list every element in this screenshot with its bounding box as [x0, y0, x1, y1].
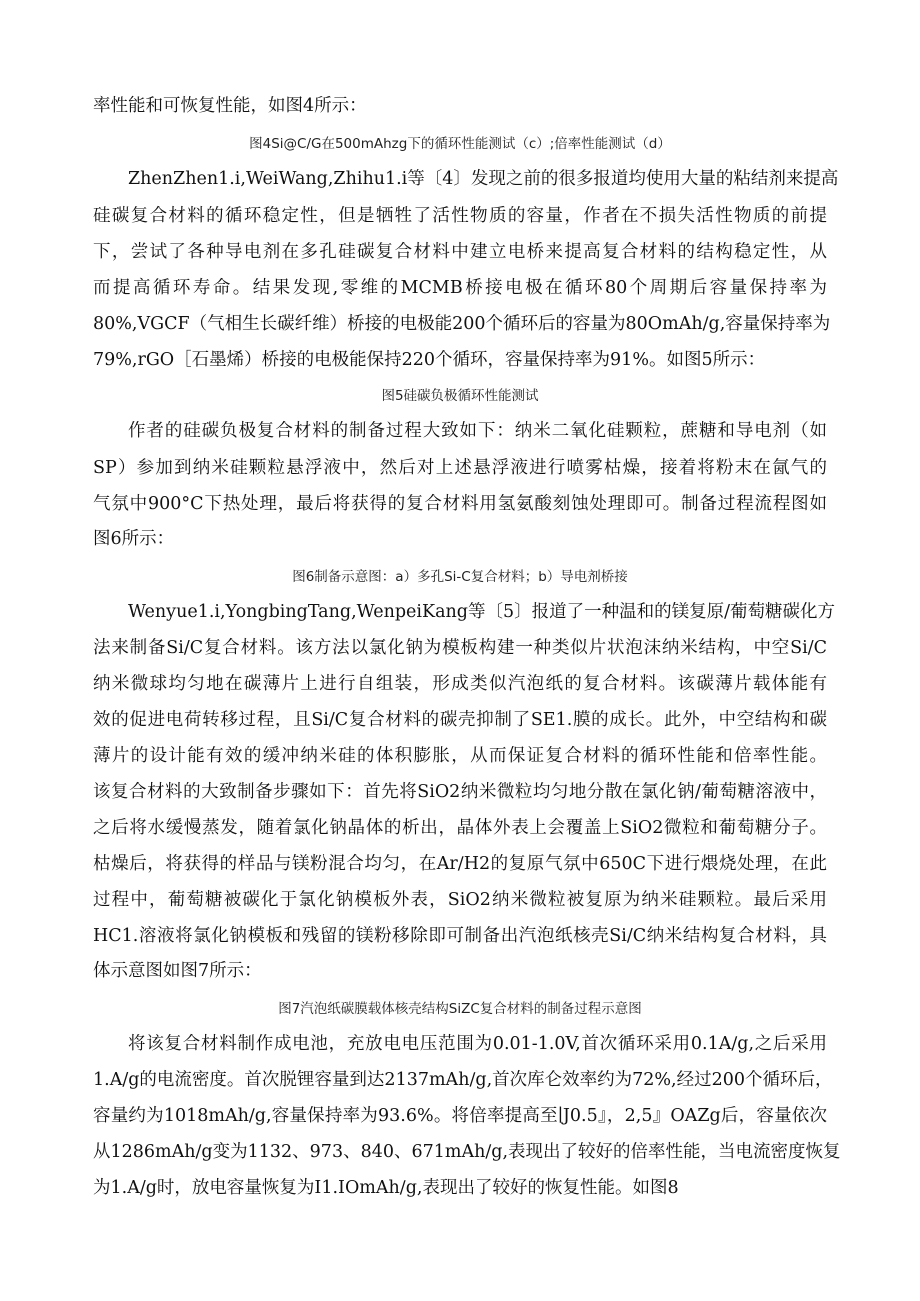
text-line: 薄片的设计能有效的缓冲纳米硅的体积膨胀，从而保证复合材料的循环性能和倍率性能。 [93, 746, 827, 766]
text-line: 该复合材料的大致制备步骤如下：首先将SiO2纳米微粒均匀地分散在氯化钠/葡萄糖溶液中， [93, 782, 827, 802]
text-line: HC1.溶液将氯化钠模板和残留的镁粉移除即可制备出汽泡纸核壳Si/C纳米结构复合材料，具 [93, 926, 827, 946]
text-line: 图6所示： [93, 529, 175, 549]
text-line: ZhenZhen1.i,WeiWang,Zhihu1.i等〔4〕发现之前的很多报道均使用大量的粘结剂来提高 [128, 169, 839, 189]
text-line: 1.A/g的电流密度。首次脱锂容量到达2137mAh∕g,首次库仑效率约为72%,经过200个循环后， [93, 1070, 833, 1090]
text-line: 法来制备Si/C复合材料。该方法以氯化钠为模板构建一种类似片状泡沫纳米结构，中空Si/C [93, 638, 827, 658]
text-line: 体示意图如图7所示： [93, 961, 262, 981]
figure-caption: 图4Si@C/G在500mAhzg下的循环性能测试（c）;倍率性能测试（d） [249, 136, 671, 152]
text-line: 纳米微球均匀地在碳薄片上进行自组装，形成类似汽泡纸的复合材料。该碳薄片载体能有 [93, 674, 827, 694]
figure-caption: 图6制备示意图：a）多孔Si-C复合材料；b）导电剂桥接 [292, 569, 628, 585]
text-line: SP）参加到纳米硅颗粒悬浮液中，然后对上述悬浮液进行喷雾枯燥，接着将粉末在氤气的 [93, 458, 827, 478]
text-line: 枯燥后，将获得的样品与镁粉混合均匀，在Ar∕H2的复原气氛中650C下进行煨烧处理，在此 [93, 854, 827, 874]
text-line: 将该复合材料制作成电池，充放电电压范围为0.01-1.0V,首次循环采用0.1A∕g,之后采用 [128, 1034, 827, 1054]
text-line: Wenyue1.i,YongbingTang,WenpeiKang等〔5〕报道了一种温和的镁复原/葡萄糖碳化方 [128, 602, 836, 622]
figure-caption: 图7汽泡纸碳膜载体核壳结构SiZC复合材料的制备过程示意图 [278, 1001, 642, 1017]
text-line: 从1286mAh∕g变为1132、973、840、671mAh∕g,表现出了较好的倍率性能，当电流密度恢复 [93, 1142, 841, 1162]
text-line: 为1.A/g时，放电容量恢复为I1.IOmAh∕g,表现出了较好的恢复性能。如图8 [93, 1178, 679, 1198]
text-line: 80%,VGCF（气相生长碳纤维）桥接的电极能200个循环后的容量为80OmAh∕g,容量保持率为 [93, 314, 831, 334]
text-line: 下，尝试了各种导电剂在多孔硅碳复合材料中建立电桥来提高复合材料的结构稳定性，从 [93, 242, 827, 262]
text-line: 过程中，葡萄糖被碳化于氯化钠模板外表，SiO2纳米微粒被复原为纳米硅颗粒。最后采用 [93, 890, 827, 910]
figure-caption: 图5硅碳负极循环性能测试 [381, 388, 539, 404]
text-line: 之后将水缓慢蒸发，随着氯化钠晶体的析出，晶体外表上会覆盖上SiO2微粒和葡萄糖分子。 [93, 818, 827, 838]
text-line: 作者的硅碳负极复合材料的制备过程大致如下：纳米二氧化硅颗粒，蔗糖和导电剂（如 [128, 421, 827, 441]
text-line: 容量约为1018mAh∕g,容量保持率为93.6%。将倍率提高至∣J0.5』，2,5』OAZg后，容量依次 [93, 1106, 827, 1126]
text-line: 硅碳复合材料的循环稳定性，但是牺牲了活性物质的容量，作者在不损失活性物质的前提 [93, 206, 827, 226]
text-line: 79%,rGO［石墨烯）桥接的电极能保持220个循环，容量保持率为91%。如图5所示： [93, 350, 766, 370]
text-line: 气氛中900°C下热处理，最后将获得的复合材料用氢氨酸刻蚀处理即可。制备过程流程图如 [93, 494, 827, 514]
text-line: 而提高循环寿命。结果发现,零维的MCMB桥接电极在循环80个周期后容量保持率为 [93, 278, 827, 298]
text-line: 率性能和可恢复性能，如图4所示： [93, 96, 367, 116]
text-line: 效的促进电荷转移过程，且Si/C复合材料的碳壳抑制了SE1.膜的成长。此外，中空结构和碳 [93, 710, 827, 730]
